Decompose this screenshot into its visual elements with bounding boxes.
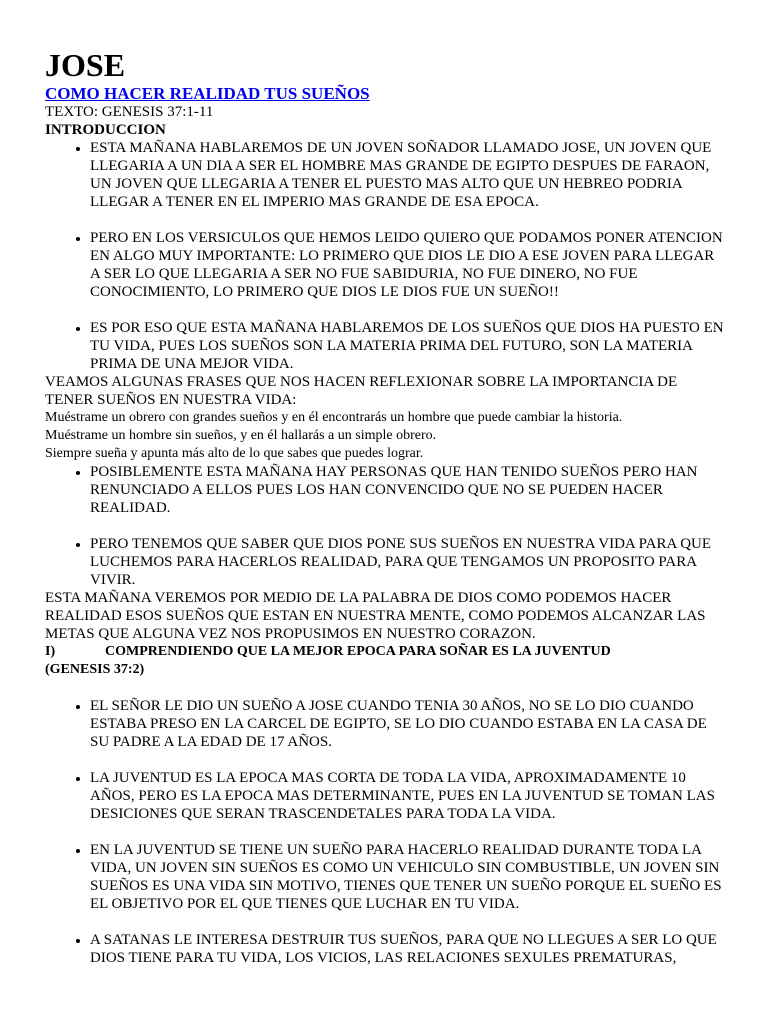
list-item: • EL SEÑOR LE DIO UN SUEÑO A JOSE CUANDO TENIA 30 AÑOS, NO SE LO DIO CUANDO ESTABA PRESO EN LA CARCEL DE EGIPTO, SE LO DIO CUANDO ESTABA EN LA CASA DE SU PADRE A LA EDAD DE 17 AÑOS. (90, 697, 725, 751)
frases-intro: VEAMOS ALGUNAS FRASES QUE NOS HACEN REFLEXIONAR SOBRE LA IMPORTANCIA DE TENER SUEÑOS EN NUESTRA VIDA: (45, 374, 678, 408)
intro-bullet-list (45, 139, 725, 373)
list-item: • ESTA MAÑANA HABLAREMOS DE UN JOVEN SOÑADOR LLAMADO JOSE, UN JOVEN QUE LLEGARIA A UN DIA A SER EL HOMBRE MAS GRANDE DE EGIPTO DESPUES DE FARAON, UN JOVEN QUE LLEGARIA A TENER EL PUESTO MAS ALTO QUE UN HEBREO PODRIA LLEGAR A TENER EN EL IMPERIO MAS GRANDE DE ESA EPOCA. (90, 139, 725, 211)
section-1-bullet-list (45, 697, 725, 967)
texto-reference: TEXTO: GENESIS 37:1-11 (45, 104, 214, 120)
quote-line: Muéstrame un obrero con grandes sueños y en él encontrarás un hombre que puede cambiar la historia. (45, 410, 623, 425)
list-item: • PERO TENEMOS QUE SABER QUE DIOS PONE SUS SUEÑOS EN NUESTRA VIDA PARA QUE LUCHEMOS PARA HACERLOS REALIDAD, PARA QUE TENGAMOS UN PROPOSITO PARA VIVIR. (90, 535, 725, 589)
subtitle-link[interactable]: COMO HACER REALIDAD TUS SUEÑOS (45, 84, 370, 103)
list-item: • A SATANAS LE INTERESA DESTRUIR TUS SUEÑOS, PARA QUE NO LLEGUES A SER LO QUE DIOS TIENE PARA TU VIDA, LOS VICIOS, LAS RELACIONES SEXULES PREMATURAS, (90, 931, 725, 967)
quote-line: Siempre sueña y apunta más alto de lo que sabes que puedes lograr. (45, 446, 424, 461)
intro-heading: INTRODUCCION (45, 122, 166, 138)
document-title: JOSE (45, 47, 126, 83)
document-page (45, 46, 725, 967)
list-item: • PERO EN LOS VERSICULOS QUE HEMOS LEIDO QUIERO QUE PODAMOS PONER ATENCION EN ALGO MUY IMPORTANTE: LO PRIMERO QUE DIOS LE DIO A ESE JOVEN PARA LLEGAR A SER LO QUE LLEGARIA A SER NO FUE SABIDURIA, NO FUE DINERO, NO FUE CONOCIMIENTO, LO PRIMERO QUE DIOS LE DIOS FUE UN SUEÑO!! (90, 229, 725, 301)
section-1-reference: (GENESIS 37:2) (45, 662, 145, 677)
quote-line: Muéstrame un hombre sin sueños, y en él hallarás a un simple obrero. (45, 428, 437, 443)
list-item: • ES POR ESO QUE ESTA MAÑANA HABLAREMOS DE LOS SUEÑOS QUE DIOS HA PUESTO EN TU VIDA, PUES LOS SUEÑOS SON LA MATERIA PRIMA DEL FUTURO, SON LA MATERIA PRIMA DE UNA MEJOR VIDA. (90, 319, 725, 373)
paragraph-2: ESTA MAÑANA VEREMOS POR MEDIO DE LA PALABRA DE DIOS COMO PODEMOS HACER REALIDAD ESOS SUEÑOS QUE ESTAN EN NUESTRA MENTE, COMO PODEMOS ALCANZAR LAS METAS QUE ALGUNA VEZ NOS PROPUSIMOS EN NUESTRO CORAZON. (45, 590, 706, 642)
bullet-list-2 (45, 463, 725, 589)
list-item: • POSIBLEMENTE ESTA MAÑANA HAY PERSONAS QUE HAN TENIDO SUEÑOS PERO HAN RENUNCIADO A ELLOS PUES LOS HAN CONVENCIDO QUE NO SE PUEDEN HACER REALIDAD. (90, 463, 725, 517)
section-title: COMPRENDIENDO QUE LA MEJOR EPOCA PARA SOÑAR ES LA JUVENTUD (105, 644, 611, 659)
section-number: I) (45, 644, 56, 659)
section-1-heading (45, 643, 725, 661)
list-item: • EN LA JUVENTUD SE TIENE UN SUEÑO PARA HACERLO REALIDAD DURANTE TODA LA VIDA, UN JOVEN SIN SUEÑOS ES COMO UN VEHICULO SIN COMBUSTIBLE, UN JOVEN SIN SUEÑOS ES UNA VIDA SIN MOTIVO, TIENES QUE TENER UN SUEÑO PORQUE EL SUEÑO ES EL OBJETIVO POR EL QUE TIENES QUE LUCHAR EN TU VIDA. (90, 841, 725, 913)
list-item: • LA JUVENTUD ES LA EPOCA MAS CORTA DE TODA LA VIDA, APROXIMADAMENTE 10 AÑOS, PERO ES LA EPOCA MAS DETERMINANTE, PUES EN LA JUVENTUD SE TOMAN LAS DESICIONES QUE SERAN TRASCENDETALES PARA TODA LA VIDA. (90, 769, 725, 823)
